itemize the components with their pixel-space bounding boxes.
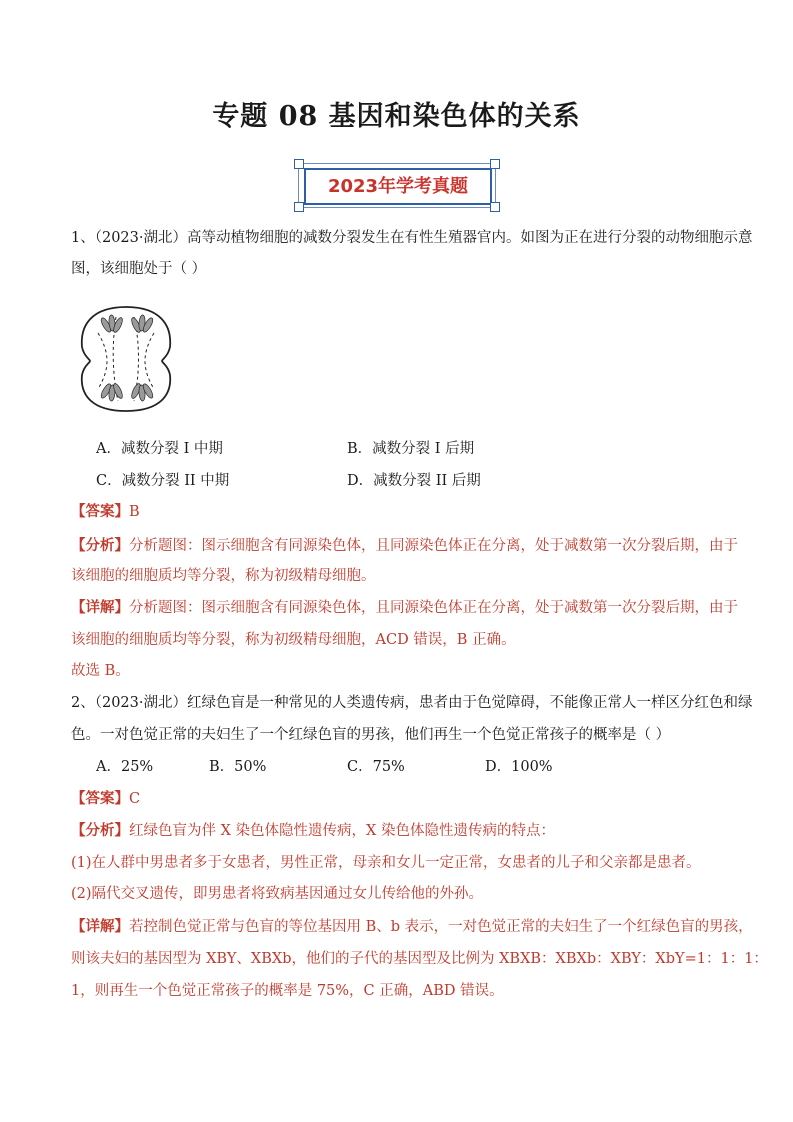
q2-analysis-text-1: 红绿色盲为伴 X 染色体隐性遗传病，X 染色体隐性遗传病的特点： — [129, 823, 555, 839]
banner-label: 2023年学考真题 — [327, 176, 469, 197]
q1-detail-text-1: 分析题图：图示细胞含有同源染色体，且同源染色体正在分离，处于减数第一次分裂后期，由于 — [129, 600, 738, 616]
dividing-cell-diagram — [76, 303, 176, 415]
q2-detail-line-1 — [71, 917, 753, 937]
q2-detail-line-3: 1，则再生一个色觉正常孩子的概率是 75%，C 正确，ABD 错误。 — [71, 983, 504, 999]
q2-option-c: C．75% — [347, 759, 405, 775]
q2-option-d: D．100% — [485, 759, 553, 775]
q2-detail-label: 【详解】 — [71, 918, 129, 935]
q2-analysis-line-3: (2)隔代交叉遗传，即男患者将致病基因通过女儿传给他的外孙。 — [71, 886, 484, 902]
q1-option-b: B．减数分裂 I 后期 — [347, 441, 475, 457]
q2-detail-line-2: 则该夫妇的基因型为 XBY、XBXb，他们的子代的基因型及比例为 XBXB：XBXb：XBY：XbY=1：1：1： — [71, 951, 768, 967]
q2-option-b: B．50% — [209, 759, 267, 775]
q2-option-a: A．25% — [96, 759, 154, 775]
q1-conclusion: 故选 B。 — [71, 663, 130, 679]
page-title: 专题 08 基因和染色体的关系 — [212, 101, 581, 132]
q1-option-a: A．减数分裂 I 中期 — [96, 441, 223, 457]
q2-analysis-label: 【分析】 — [71, 822, 129, 839]
banner-corner-ornament — [490, 202, 500, 212]
q1-detail-line-1 — [71, 598, 738, 618]
q2-detail-text-1: 若控制色觉正常与色盲的等位基因用 B、b 表示，一对色觉正常的夫妇生了一个红绿色盲的男孩， — [129, 919, 753, 935]
section-banner — [298, 163, 496, 208]
banner-corner-ornament — [490, 159, 500, 169]
q2-stem-line-2: 色。一对色觉正常的夫妇生了一个红绿色盲的男孩，他们再生一个色觉正常孩子的概率是（ ） — [71, 727, 671, 743]
q2-stem-line-1: 2、（2023·湖北）红绿色盲是一种常见的人类遗传病，患者由于色觉障碍，不能像正常人一样区分红色和绿 — [71, 695, 753, 711]
banner-inner-frame — [304, 168, 492, 205]
q2-answer-label: 【答案】 — [71, 790, 129, 807]
q1-answer-value: B — [129, 504, 140, 520]
q2-analysis-line-1 — [71, 821, 555, 841]
q2-answer-value: C — [129, 791, 141, 807]
q1-stem-line-2: 图，该细胞处于（ ） — [71, 261, 207, 277]
banner-corner-ornament — [294, 202, 304, 212]
q1-detail-label: 【详解】 — [71, 599, 129, 616]
q1-option-d: D．减数分裂 II 后期 — [347, 473, 481, 489]
q1-option-c: C．减数分裂 II 中期 — [96, 473, 230, 489]
q1-detail-line-2: 该细胞的细胞质均等分裂，称为初级精母细胞，ACD 错误，B 正确。 — [71, 632, 516, 648]
q1-analysis-label: 【分析】 — [71, 537, 129, 554]
q1-analysis-line-2: 该细胞的细胞质均等分裂，称为初级精母细胞。 — [71, 568, 376, 584]
banner-corner-ornament — [294, 159, 304, 169]
q1-analysis-line-1 — [71, 536, 738, 556]
q1-analysis-text-1: 分析题图：图示细胞含有同源染色体，且同源染色体正在分离，处于减数第一次分裂后期，由于 — [129, 538, 738, 554]
q2-analysis-line-2: (1)在人群中男患者多于女患者，男性正常，母亲和女儿一定正常，女患者的儿子和父亲都是患者。 — [71, 855, 701, 871]
q1-answer-label: 【答案】 — [71, 503, 129, 520]
q1-answer — [71, 502, 140, 522]
q1-stem-line-1: 1、（2023·湖北）高等动植物细胞的减数分裂发生在有性生殖器官内。如图为正在进行分裂的动物细胞示意 — [71, 230, 753, 246]
q2-answer — [71, 789, 140, 809]
